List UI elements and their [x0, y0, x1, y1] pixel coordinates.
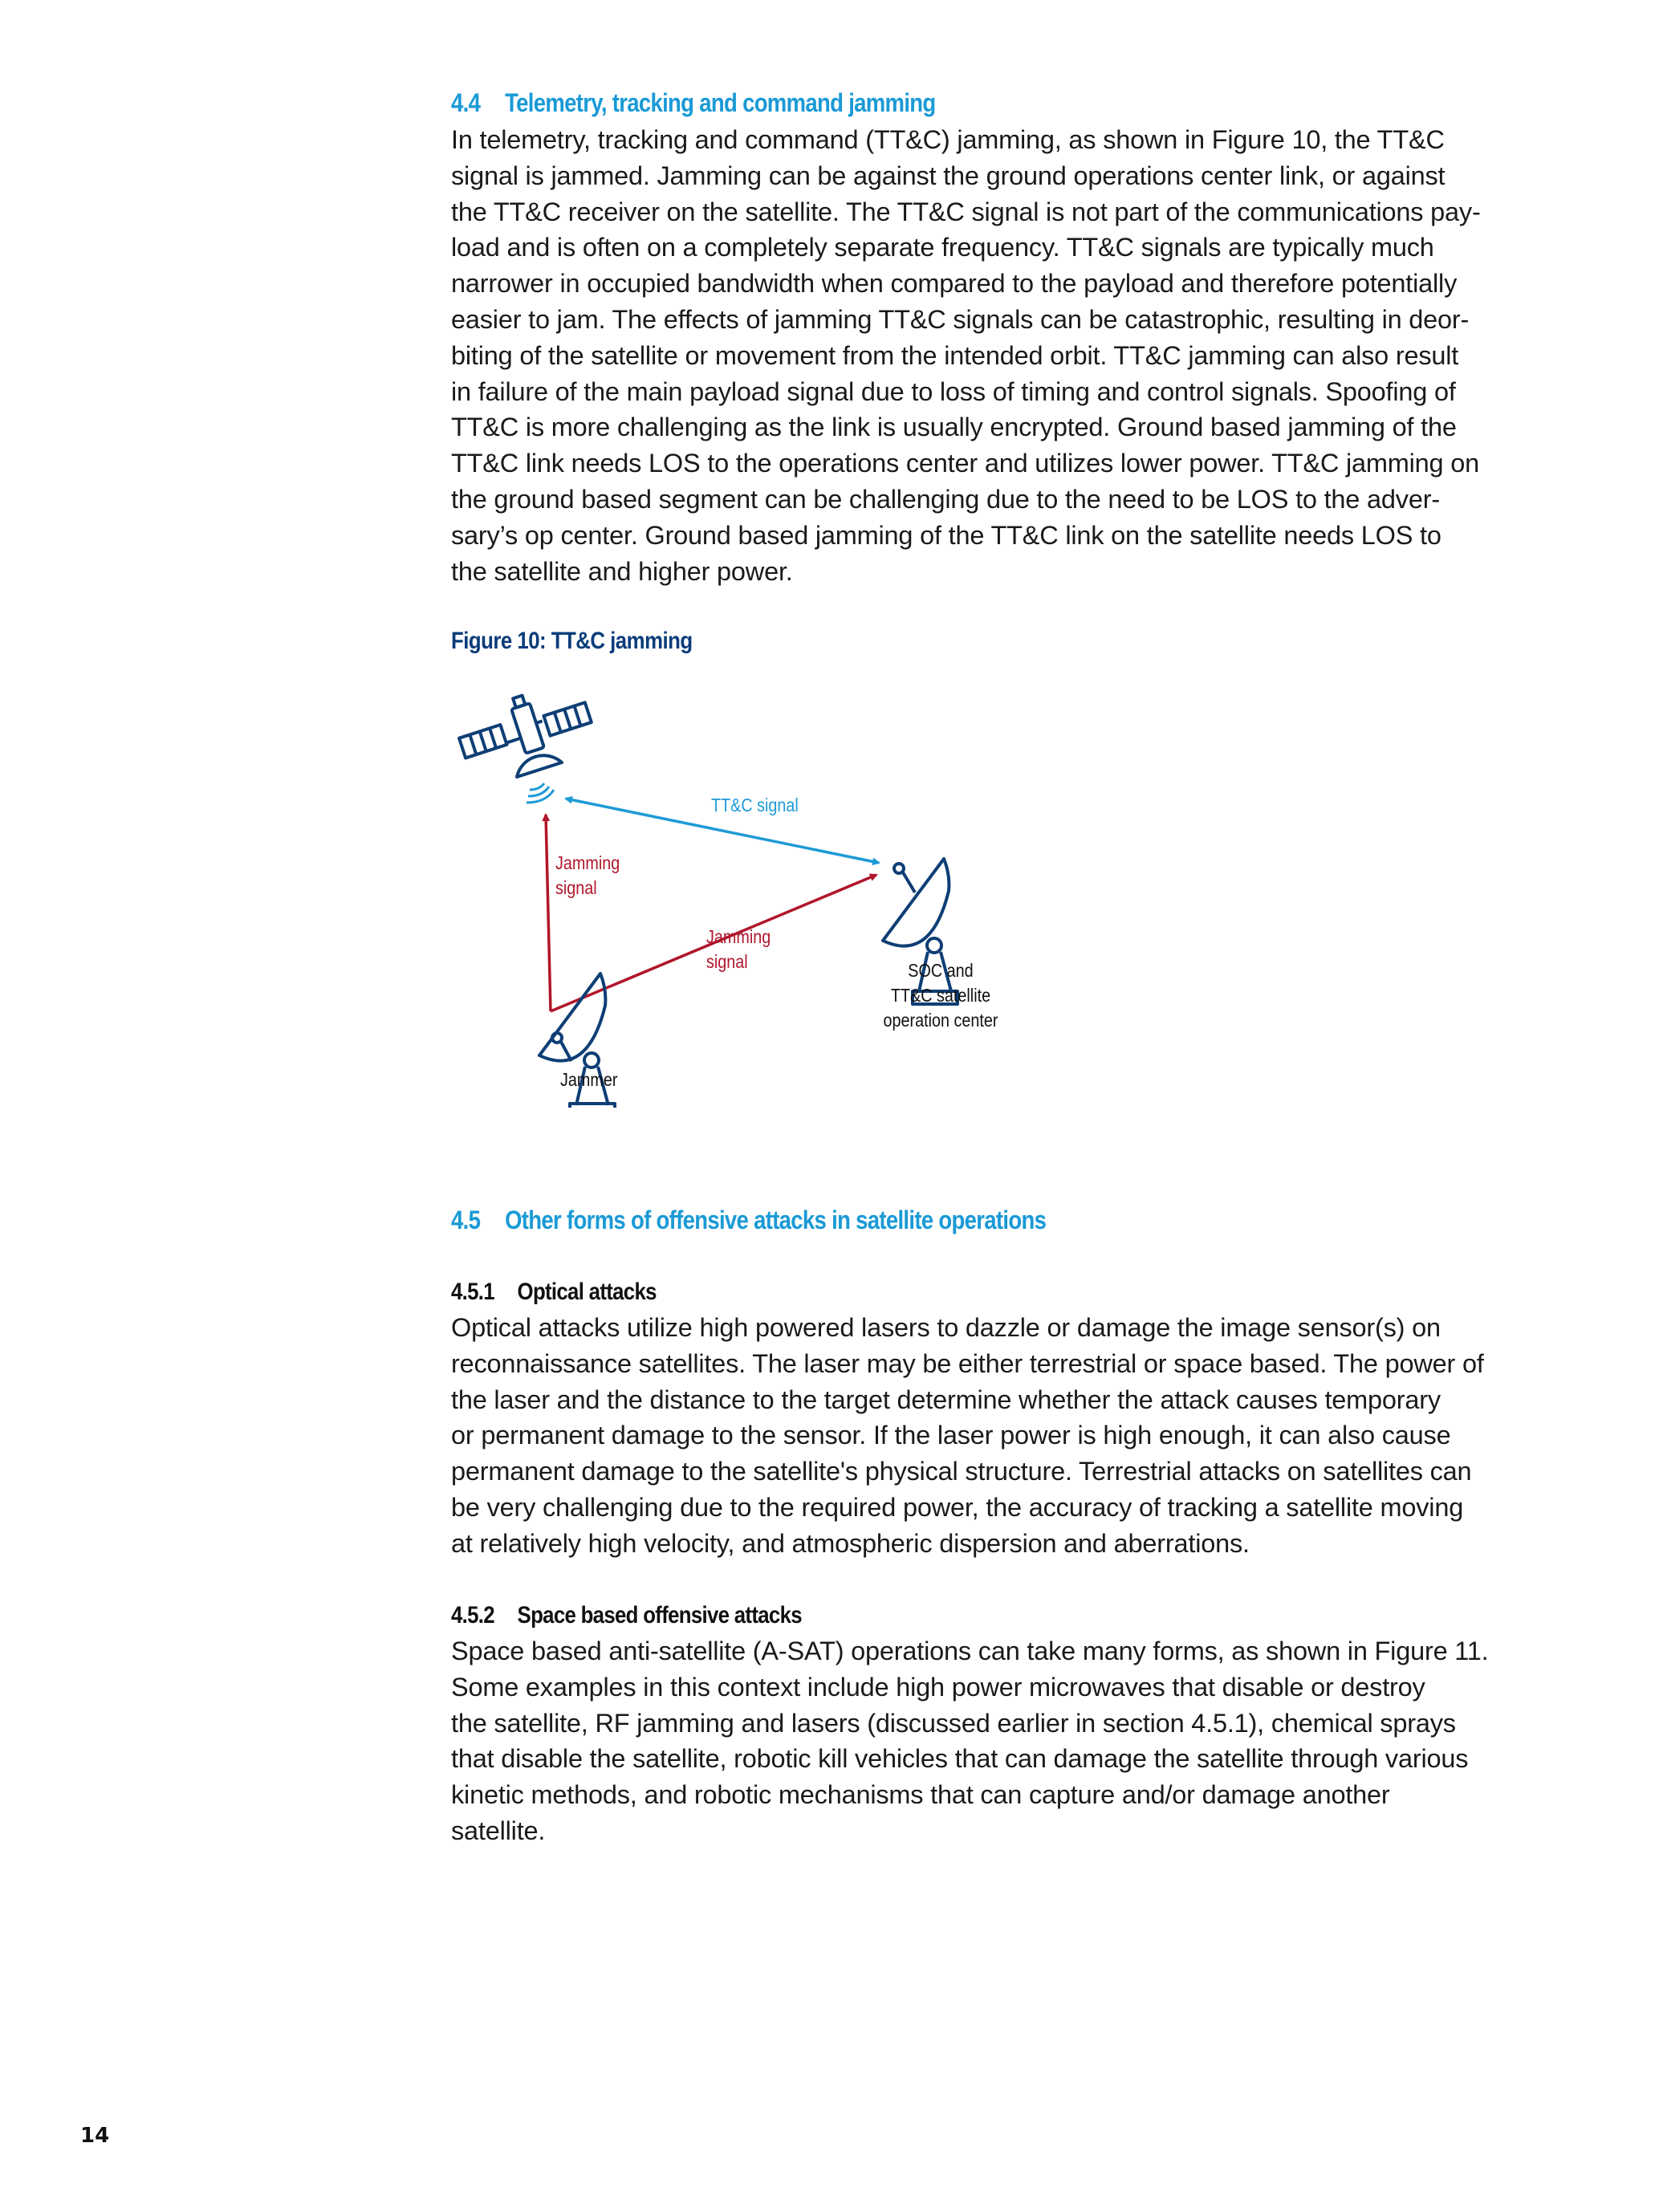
- section-4-5-1-body: [451, 1310, 1543, 1562]
- section-4-5-2-heading: [451, 1602, 1390, 1629]
- jamming-signal-label-diagonal: [706, 925, 771, 974]
- soc-label: [879, 958, 1003, 1033]
- text-line: Some examples in this context include high power microwaves that disable or destroy: [451, 1672, 1425, 1702]
- figure-caption: Figure 10: TT&C jamming: [451, 628, 693, 654]
- text-line: satellite.: [451, 1816, 546, 1845]
- text-line: In telemetry, tracking and command (TT&C) jamming, as shown in Figure 10, the TT&C: [451, 125, 1445, 154]
- label-line: SOC and: [908, 960, 974, 981]
- section-4-5-heading: [451, 1206, 1390, 1235]
- text-line: the ground based segment can be challenging due to the need to be LOS to the adver-: [451, 484, 1440, 514]
- text-line: narrower in occupied bandwidth when compared to the payload and therefore potentially: [451, 269, 1458, 299]
- section-title: Other forms of offensive attacks in satellite operations: [505, 1206, 1047, 1234]
- section-title: Optical attacks: [517, 1279, 657, 1305]
- section-number: 4.5.1: [451, 1279, 494, 1305]
- text-line: the satellite and higher power.: [451, 556, 793, 586]
- text-line: biting of the satellite or movement from the intended orbit. TT&C jamming can also result: [451, 340, 1459, 370]
- text-line: be very challenging due to the required power, the accuracy of tracking a satellite moving: [451, 1492, 1464, 1522]
- text-line: kinetic methods, and robotic mechanisms that can capture and/or damage another: [451, 1780, 1390, 1810]
- text-line: TT&C is more challenging as the link is usually encrypted. Ground based jamming of the: [451, 413, 1457, 442]
- diagram-graphics: [449, 690, 1011, 1108]
- label-line: signal: [706, 951, 748, 972]
- section-4-5-2-body: [451, 1633, 1543, 1849]
- text-line: Optical attacks utilize high powered lasers to dazzle or damage the image sensor(s) on: [451, 1313, 1441, 1342]
- text-line: signal is jammed. Jamming can be against the ground operations center link, or against: [451, 161, 1446, 190]
- section-number: 4.5: [451, 1206, 481, 1234]
- label-line: signal: [555, 877, 597, 898]
- section-number: 4.5.2: [451, 1602, 494, 1629]
- jamming-signal-label-vertical: [555, 851, 620, 901]
- text-line: the satellite, RF jamming and lasers (discussed earlier in section 4.5.1), chemical sprays: [451, 1708, 1456, 1738]
- label-line: operation center: [883, 1010, 998, 1031]
- label-line: Jamming: [706, 926, 771, 947]
- section-number: 4.4: [451, 88, 481, 117]
- jammer-label: Jammer: [560, 1069, 618, 1090]
- text-line: load and is often on a completely separate frequency. TT&C signals are typically much: [451, 233, 1434, 262]
- section-title: Space based offensive attacks: [517, 1602, 802, 1629]
- jamming-arrow-to-satellite: [546, 815, 551, 1011]
- label-line: TT&C satellite: [890, 985, 991, 1006]
- text-line: permanent damage to the satellite's physical structure. Terrestrial attacks on satellites can: [451, 1457, 1472, 1486]
- text-line: sary’s op center. Ground based jamming of the TT&C link on the satellite needs LOS to: [451, 520, 1441, 550]
- text-line: or permanent damage to the sensor. If the laser power is high enough, it can also cause: [451, 1421, 1451, 1450]
- text-line: in failure of the main payload signal due to loss of timing and control signals. Spoofing of: [451, 376, 1456, 406]
- text-line: easier to jam. The effects of jamming TT&C signals can be catastrophic, resulting in deor-: [451, 304, 1470, 334]
- page-number: 14: [80, 2124, 110, 2148]
- text-line: reconnaissance satellites. The laser may be either terrestrial or space based. The power of: [451, 1348, 1484, 1378]
- figure-10-diagram: [449, 690, 1011, 1108]
- ttc-signal-label: TT&C signal: [711, 795, 799, 815]
- section-4-4-heading: [451, 88, 1390, 118]
- satellite-icon: [459, 692, 592, 803]
- text-line: Space based anti-satellite (A-SAT) operations can take many forms, as shown in Figure 11.: [451, 1637, 1489, 1665]
- text-line: the TT&C receiver on the satellite. The TT&C signal is not part of the communications pay-: [451, 197, 1481, 226]
- text-line: the laser and the distance to the target determine whether the attack causes temporary: [451, 1385, 1441, 1414]
- text-line: at relatively high velocity, and atmospheric dispersion and aberrations.: [451, 1528, 1250, 1558]
- label-line: Jamming: [555, 852, 620, 873]
- section-4-5-1-heading: [451, 1279, 1390, 1306]
- section-title: Telemetry, tracking and command jamming: [505, 88, 936, 117]
- text-line: TT&C link needs LOS to the operations center and utilizes lower power. TT&C jamming on: [451, 449, 1480, 478]
- text-line: that disable the satellite, robotic kill vehicles that can damage the satellite through various: [451, 1744, 1469, 1774]
- section-4-4-body: [451, 122, 1543, 589]
